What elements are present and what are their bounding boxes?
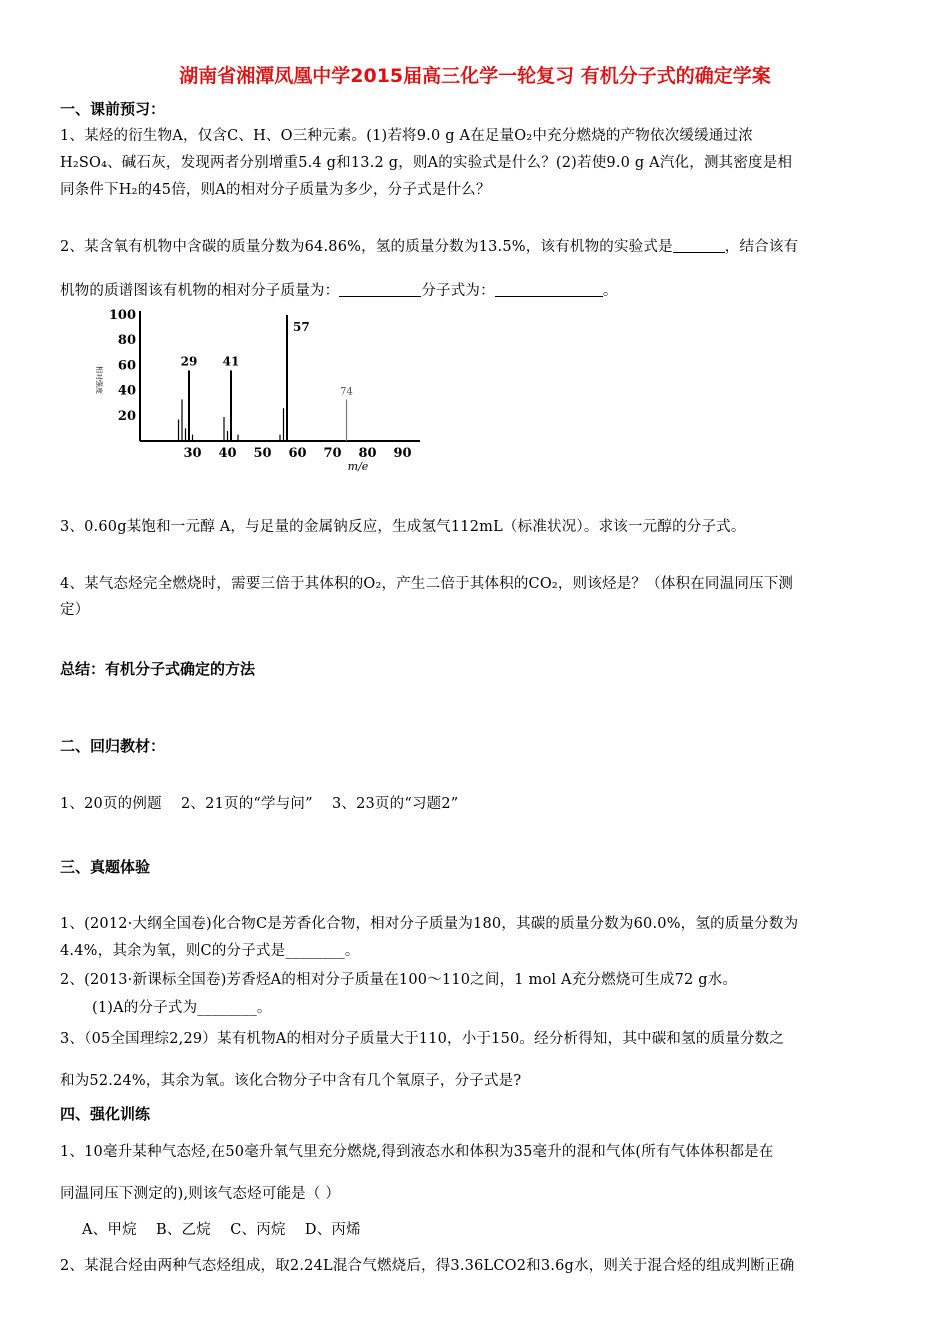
section-1-heading: 一、课前预习： (60, 100, 166, 118)
q2-line2-mid: 分子式为： (421, 283, 495, 299)
s3-q2-line2: (1)A的分子式为________。 (92, 1000, 272, 1016)
q2-line1-tail: ，结合该有 (724, 239, 799, 255)
q2-line2-end: 。 (602, 283, 618, 299)
x-tick-label: 80 (358, 446, 377, 461)
s3-q2-line1: 2、(2013·新课标全国卷)芳香烃A的相对分子质量在100～110之间，1 mol A充分燃烧可生成72 g水。 (60, 972, 738, 988)
y-tick-label: 80 (117, 333, 136, 349)
page-title: 湖南省湘潭凤凰中学2015届高三化学一轮复习 有机分子式的确定学案 (179, 65, 771, 87)
q2-line1-text: 2、某含氧有机物中含碳的质量分数为64.86%，氢的质量分数为13.5%，该有机物的实验式是 (60, 239, 673, 255)
x-tick-label: 60 (288, 446, 307, 461)
s3-q1-line1: 1、(2012·大纲全国卷)化合物C是芳香化合物，相对分子质量为180，其碳的质量分数为60.0%，氢的质量分数为 (60, 916, 799, 932)
x-axis-label: m/e (347, 460, 369, 473)
answer-blank[interactable] (495, 282, 603, 297)
q2-line1 (60, 235, 798, 256)
x-tick-label: 90 (393, 446, 412, 461)
answer-blank[interactable] (339, 282, 421, 297)
peak-label: 29 (180, 354, 198, 369)
x-tick-label: 40 (218, 446, 237, 461)
q4-line2: 定） (60, 602, 90, 618)
s4-q2-line1: 2、某混合烃由两种气态烃组成，取2.24L混合气燃烧后，得3.36LCO2和3.6g水，则关于混合烃的组成判断正确 (60, 1258, 795, 1274)
peak-label: 41 (222, 354, 240, 369)
x-tick-label: 50 (253, 446, 272, 461)
x-tick-label: 70 (323, 446, 342, 461)
summary-heading: 总结：有机分子式确定的方法 (60, 660, 256, 678)
x-tick-label: 30 (183, 446, 202, 461)
s4-q1-line2: 同温同压下测定的),则该气态烃可能是（ ） (60, 1186, 341, 1202)
s3-q3-line1: 3、（05全国理综2,29）某有机物A的相对分子质量大于110，小于150。经分析得知，其中碳和氢的质量分数之 (60, 1031, 785, 1047)
option-b[interactable]: B、乙烷 (156, 1222, 211, 1238)
q2-line2 (60, 279, 618, 300)
answer-blank[interactable] (673, 238, 725, 253)
q1-line2: H₂SO₄、碱石灰，发现两者分别增重5.4 g和13.2 g，则A的实验式是什么？(2)若使9.0 g A汽化，测其密度是相 (60, 155, 793, 171)
q1-line3: 同条件下H₂的45倍，则A的相对分子质量为多少，分子式是什么？ (60, 182, 491, 198)
y-tick-label: 20 (117, 408, 136, 424)
q2-line2-text: 机物的质谱图该有机物的相对分子质量为： (60, 283, 340, 299)
s4-q1-options (82, 1218, 361, 1239)
option-d[interactable]: D、丙烯 (304, 1222, 361, 1238)
mass-spectrum-chart (85, 305, 430, 480)
q3-text: 3、0.60g某饱和一元醇 A，与足量的金属钠反应，生成氢气112mL（标准状况）。求该一元醇的分子式。 (60, 519, 746, 535)
peak-label: 74 (340, 386, 353, 398)
s3-q3-line2: 和为52.24%，其余为氧。该化合物分子中含有几个氧原子，分子式是? (60, 1073, 522, 1089)
section-4-heading: 四、强化训练 (60, 1105, 151, 1123)
section-2-heading: 二、回归教材： (60, 737, 166, 755)
s4-q1-line1: 1、10毫升某种气态烃,在50毫升氧气里充分燃烧,得到液态水和体积为35毫升的混和气体(所有气体体积都是在 (60, 1144, 774, 1160)
y-axis-label: 相对强度 (95, 366, 103, 394)
peak-label: 57 (293, 320, 310, 334)
y-tick-label: 40 (117, 383, 136, 399)
y-tick-label: 100 (108, 308, 136, 323)
q4-line1: 4、某气态烃完全燃烧时，需要三倍于其体积的O₂，产生二倍于其体积的CO₂，则该烃是？（体积在同温同压下测 (60, 576, 794, 592)
section-3-heading: 三、真题体验 (60, 858, 151, 876)
q1-line1: 1、某烃的衍生物A，仅含C、H、O三种元素。(1)若将9.0 g A在足量O₂中充分燃烧的产物依次缓缓通过浓 (60, 128, 753, 144)
option-a[interactable]: A、甲烷 (82, 1222, 137, 1238)
y-tick-label: 60 (117, 358, 136, 374)
textbook-references: 1、20页的例题 2、21页的“学与问” 3、23页的“习题2” (60, 796, 459, 812)
s3-q1-line2: 4.4%，其余为氧，则C的分子式是________。 (60, 943, 360, 959)
option-c[interactable]: C、丙烷 (230, 1222, 286, 1238)
